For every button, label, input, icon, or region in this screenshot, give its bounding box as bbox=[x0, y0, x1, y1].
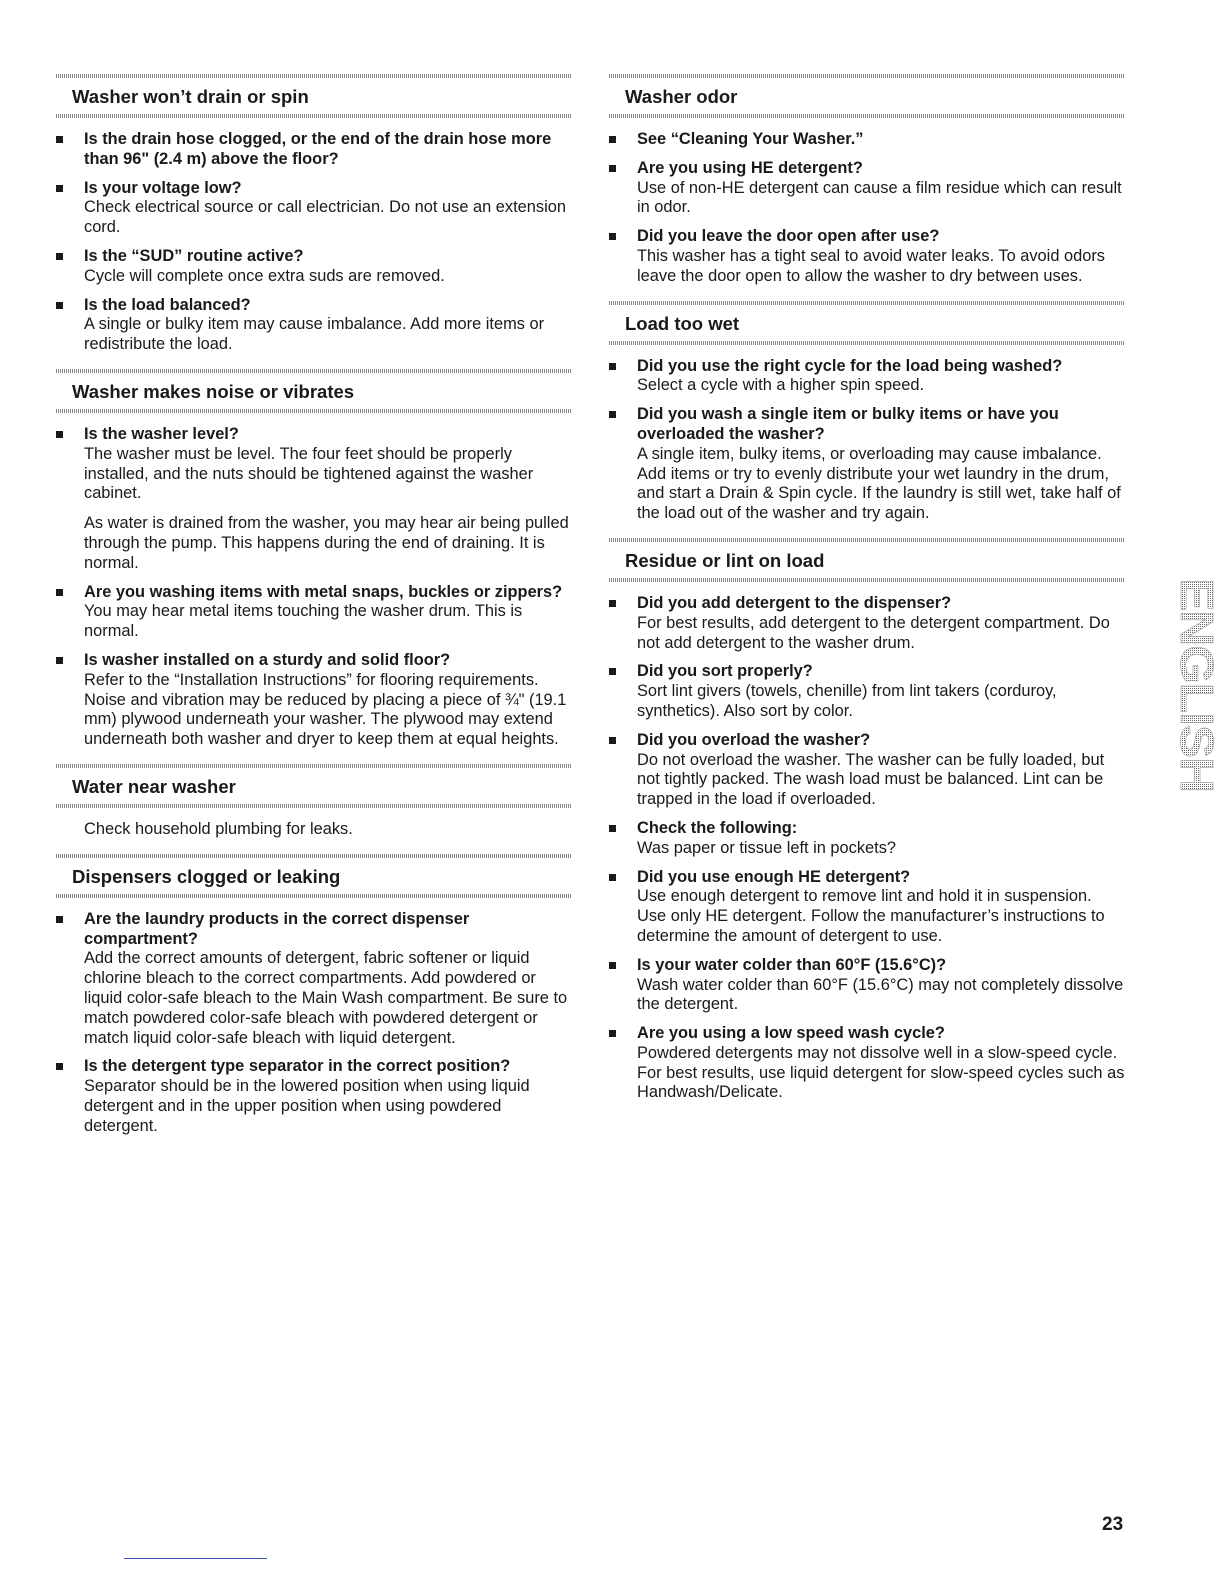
answer-text: Sort lint givers (towels, chenille) from lint takers (corduroy, synthetics). Also sort by color. bbox=[637, 682, 1057, 720]
section-header bbox=[56, 369, 572, 413]
list-item bbox=[609, 159, 1125, 218]
bullet-icon bbox=[56, 253, 63, 260]
bullet-icon bbox=[609, 668, 616, 675]
language-tab-label: ENGLISH bbox=[1171, 578, 1223, 776]
list-item bbox=[609, 357, 1125, 397]
section-title: Washer odor bbox=[625, 86, 738, 107]
section-header bbox=[56, 764, 572, 808]
list-item bbox=[609, 227, 1125, 286]
question-text: Is the detergent type separator in the correct position? bbox=[84, 1057, 511, 1076]
answer-text: Was paper or tissue left in pockets? bbox=[637, 838, 897, 857]
list-item bbox=[56, 651, 572, 750]
bullet-icon bbox=[56, 657, 63, 664]
section-title: Load too wet bbox=[625, 312, 740, 334]
bullet-icon bbox=[609, 825, 616, 832]
answer-text: Cycle will complete once extra suds are removed. bbox=[84, 266, 445, 285]
section-water-near-washer bbox=[56, 764, 572, 840]
section-washer-odor bbox=[609, 74, 1125, 287]
question-text: Did you sort properly? bbox=[637, 662, 813, 681]
answer-text: Separator should be in the lowered position when using liquid detergent and in the upper position when using powdered detergent. bbox=[84, 1077, 530, 1135]
answer-text: Wash water colder than 60°F (15.6°C) may not completely dissolve the detergent. bbox=[637, 975, 1124, 1014]
question-text: Check the following: bbox=[637, 818, 798, 837]
language-tab bbox=[1149, 578, 1223, 794]
right-column bbox=[609, 74, 1125, 1117]
answer-text: A single item, bulky items, or overloading may cause imbalance. Add items or try to evenly distribute your wet laundry in the drum, and start a Drain & Spin cycle. If the laundry is still wet, take half of the load out of the washer and try again. bbox=[637, 444, 1121, 523]
list-item bbox=[609, 819, 1125, 859]
question-text: Did you overload the washer? bbox=[637, 730, 871, 749]
question-text: Did you use the right cycle for the load being washed? bbox=[637, 356, 1063, 375]
list-item bbox=[609, 662, 1125, 721]
answer-text: Powdered detergents may not dissolve well in a slow-speed cycle. For best results, use liquid detergent for slow-speed cycles such as Handwash/Delicate. bbox=[637, 1043, 1125, 1102]
answer-text: Check electrical source or call electrician. Do not use an extension cord. bbox=[84, 198, 566, 237]
section-dispensers-clogged-or-leaking bbox=[56, 854, 572, 1137]
bullet-icon bbox=[609, 737, 616, 744]
bullet-icon bbox=[609, 165, 616, 172]
bullet-icon bbox=[56, 589, 63, 596]
bullet-icon bbox=[56, 302, 63, 309]
left-column bbox=[56, 74, 572, 1150]
section-washer-makes-noise-or-vibrates bbox=[56, 369, 572, 750]
section-header bbox=[609, 74, 1125, 118]
question-text: Is the “SUD” routine active? bbox=[84, 246, 304, 265]
page-number: 23 bbox=[1102, 1514, 1124, 1535]
note-text: As water is drained from the washer, you may hear air being pulled through the pump. This happens during the end of draining. It is normal. bbox=[84, 514, 569, 572]
question-text: Are you using HE detergent? bbox=[637, 158, 863, 177]
list-item bbox=[56, 910, 572, 1049]
section-residue-or-lint-on-load bbox=[609, 538, 1125, 1103]
bullet-icon bbox=[609, 1030, 616, 1037]
question-text: Are you washing items with metal snaps, buckles or zippers? bbox=[84, 582, 563, 601]
bullet-icon bbox=[56, 136, 63, 143]
list-item bbox=[609, 130, 1125, 150]
section-title: Dispensers clogged or leaking bbox=[72, 865, 341, 887]
bullet-icon bbox=[56, 185, 63, 192]
bullet-icon bbox=[609, 962, 616, 969]
section-title: Washer won’t drain or spin bbox=[72, 86, 309, 107]
answer-text: Do not overload the washer. The washer can be fully loaded, but not tightly packed. The wash load must be balanced. Lint can be trapped in the load if overloaded. bbox=[637, 750, 1105, 809]
question-text: Are the laundry products in the correct dispenser compartment? bbox=[84, 909, 470, 948]
list-item bbox=[56, 247, 572, 287]
section-header bbox=[56, 74, 572, 118]
question-text: Is your voltage low? bbox=[84, 178, 242, 197]
question-text: Is the drain hose clogged, or the end of the drain hose more than 96" (2.4 m) above the floor? bbox=[84, 130, 552, 168]
list-item bbox=[56, 425, 572, 574]
question-text: Are you using a low speed wash cycle? bbox=[637, 1024, 945, 1043]
bullet-icon bbox=[609, 411, 616, 418]
section-header bbox=[609, 538, 1125, 582]
list-item bbox=[56, 296, 572, 355]
list-item bbox=[609, 956, 1125, 1015]
list-item bbox=[609, 1024, 1125, 1103]
bullet-icon bbox=[609, 136, 616, 143]
list-item bbox=[56, 583, 572, 642]
section-title: Water near washer bbox=[72, 775, 236, 797]
list-item bbox=[609, 594, 1125, 653]
bullet-icon bbox=[609, 874, 616, 881]
bullet-icon bbox=[56, 1063, 63, 1070]
question-text: See “Cleaning Your Washer.” bbox=[637, 130, 864, 148]
answer-text: This washer has a tight seal to avoid water leaks. To avoid odors leave the door open to allow the washer to dry between uses. bbox=[637, 246, 1105, 285]
answer-text: Refer to the “Installation Instructions” for flooring requirements. Noise and vibration may be reduced by placing a piece of ¾" (19.1 mm) plywood underneath your washer. The plywood may extend underneath both washer and dryer to keep them at equal heights. bbox=[84, 670, 567, 749]
question-text: Is your water colder than 60°F (15.6°C)? bbox=[637, 955, 947, 974]
section-washer-won-t-drain-or-spin bbox=[56, 74, 572, 355]
section-header bbox=[609, 301, 1125, 345]
question-text: Is the load balanced? bbox=[84, 295, 251, 314]
footer-line bbox=[124, 1558, 267, 1559]
answer-text: A single or bulky item may cause imbalance. Add more items or redistribute the load. bbox=[84, 315, 545, 354]
list-item bbox=[609, 868, 1125, 947]
list-item bbox=[609, 731, 1125, 810]
question-text: Is washer installed on a sturdy and solid floor? bbox=[84, 650, 451, 669]
answer-text: Select a cycle with a higher spin speed. bbox=[637, 376, 924, 395]
question-text: Did you use enough HE detergent? bbox=[637, 867, 911, 886]
bullet-icon bbox=[56, 916, 63, 923]
answer-text: Add the correct amounts of detergent, fabric softener or liquid chlorine bleach to the correct compartments. Add powdered or liquid color-safe bleach to the Main Wash compartment. Be sure to match powdered color-safe bleach with powdered detergent or match liquid color-safe bleach with liquid detergent. bbox=[84, 949, 568, 1047]
answer-text: The washer must be level. The four feet should be properly installed, and the nuts should be tightened against the washer cabinet. bbox=[84, 444, 534, 503]
section-title: Residue or lint on load bbox=[625, 549, 825, 571]
section-header bbox=[56, 854, 572, 898]
section-load-too-wet bbox=[609, 301, 1125, 524]
question-text: Did you leave the door open after use? bbox=[637, 227, 940, 246]
section-text: Check household plumbing for leaks. bbox=[84, 819, 353, 838]
list-item bbox=[56, 179, 572, 238]
answer-text: Use of non-HE detergent can cause a film residue which can result in odor. bbox=[637, 178, 1122, 217]
bullet-icon bbox=[609, 233, 616, 240]
bullet-icon bbox=[609, 600, 616, 607]
answer-text: Use enough detergent to remove lint and hold it in suspension. Use only HE detergent. Follow the manufacturer’s instructions to determine the amount of detergent to use. bbox=[637, 887, 1105, 945]
question-text: Did you add detergent to the dispenser? bbox=[637, 593, 952, 612]
answer-text: You may hear metal items touching the washer drum. This is normal. bbox=[84, 602, 523, 641]
question-text: Is the washer level? bbox=[84, 424, 239, 443]
list-item bbox=[609, 405, 1125, 524]
section-title: Washer makes noise or vibrates bbox=[72, 380, 355, 402]
list-item bbox=[56, 1057, 572, 1136]
question-text: Did you wash a single item or bulky items or have you overloaded the washer? bbox=[637, 405, 1059, 443]
bullet-icon bbox=[609, 363, 616, 370]
bullet-icon bbox=[56, 431, 63, 438]
list-item bbox=[56, 130, 572, 170]
answer-text: For best results, add detergent to the detergent compartment. Do not add detergent to the washer drum. bbox=[637, 613, 1110, 652]
